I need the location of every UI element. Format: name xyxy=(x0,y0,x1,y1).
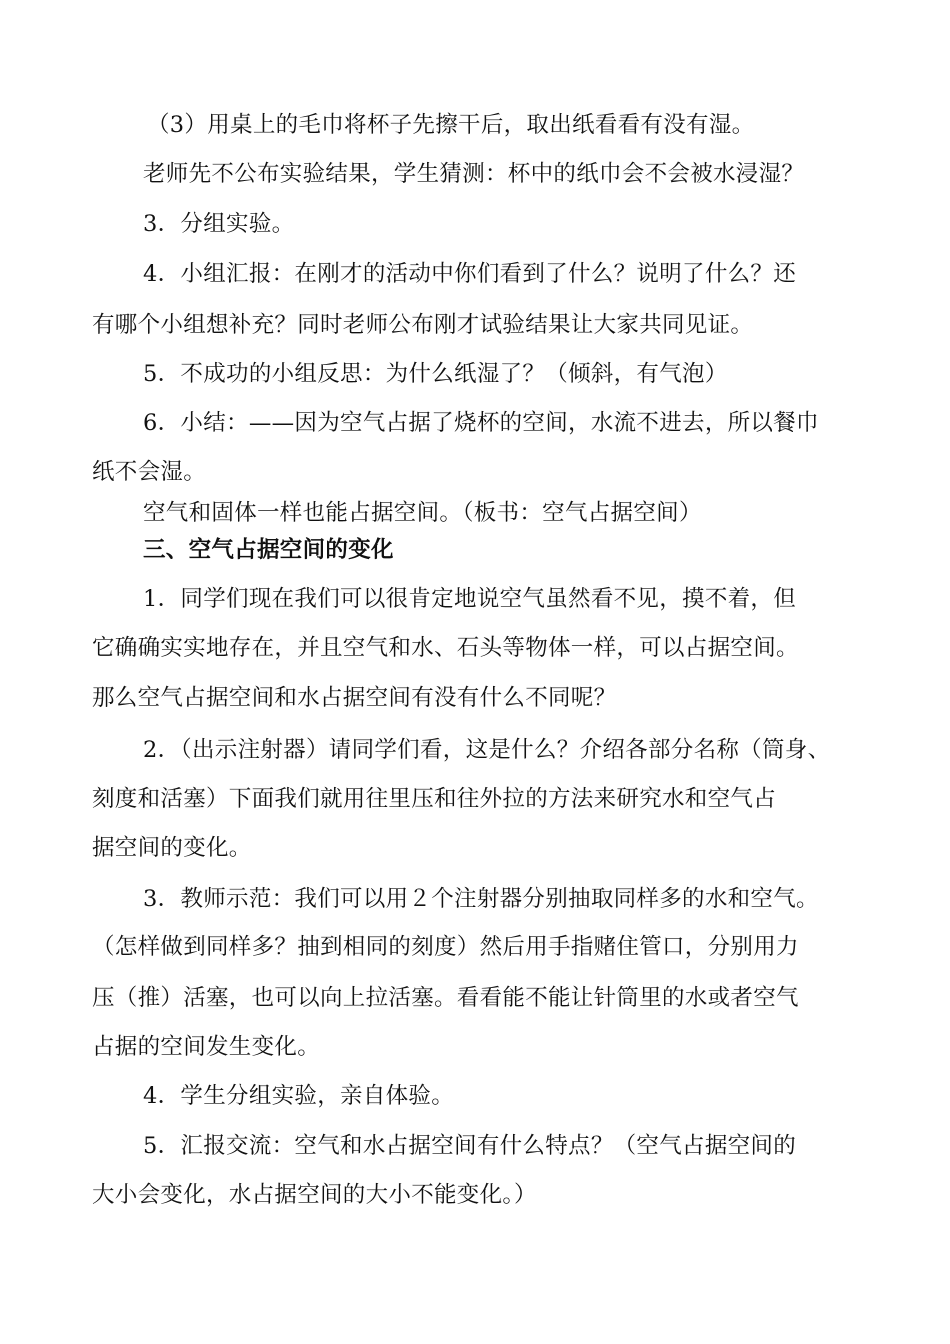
group-report-line: 4．小组汇报：在刚才的活动中你们看到了什么？说明了什么？还 xyxy=(143,261,797,287)
point-5-line-cont: 大小会变化，水占据空间的大小不能变化。） xyxy=(92,1182,537,1208)
point-1-line: 1．同学们现在我们可以很肯定地说空气虽然看不见，摸不着，但 xyxy=(143,586,797,612)
point-2-line: 2．（出示注射器）请同学们看，这是什么？介绍各部分名称（筒身、 xyxy=(143,737,831,763)
teacher-note-line: 老师先不公布实验结果，学生猜测：杯中的纸巾会不会被水浸湿？ xyxy=(143,161,805,187)
summary-line: 6．小结：——因为空气占据了烧杯的空间，水流不进去，所以餐巾 xyxy=(143,410,819,436)
section-heading: 三、空气占据空间的变化 xyxy=(143,537,394,563)
step-3-line: （3）用桌上的毛巾将杯子先擦干后，取出纸看看有没有湿。 xyxy=(147,112,755,138)
point-3-line-cont3: 占据的空间发生变化。 xyxy=(92,1034,321,1060)
point-2-line-cont2: 据空间的变化。 xyxy=(92,835,252,861)
reflection-line: 5．不成功的小组反思：为什么纸湿了？（倾斜，有气泡） xyxy=(143,361,728,387)
point-1-line-cont: 它确确实实地存在，并且空气和水、石头等物体一样，可以占据空间。 xyxy=(92,635,799,661)
point-3-line-cont: （怎样做到同样多？抽到相同的刻度）然后用手指赌住管口，分别用力 xyxy=(92,934,799,960)
point-5-line: 5．汇报交流：空气和水占据空间有什么特点？（空气占据空间的 xyxy=(143,1133,797,1159)
summary-line-cont: 纸不会湿。 xyxy=(92,459,207,485)
group-experiment-line: 3．分组实验。 xyxy=(143,211,295,237)
point-4-line: 4．学生分组实验，亲自体验。 xyxy=(143,1083,455,1109)
point-3-line: 3．教师示范：我们可以用２个注射器分别抽取同样多的水和空气。 xyxy=(143,886,819,912)
conclusion-line: 空气和固体一样也能占据空间。（板书：空气占据空间） xyxy=(143,500,702,526)
point-1-line-cont2: 那么空气占据空间和水占据空间有没有什么不同呢？ xyxy=(92,685,617,711)
point-3-line-cont2: 压（推）活塞，也可以向上拉活塞。看看能不能让针筒里的水或者空气 xyxy=(92,985,799,1011)
point-2-line-cont: 刻度和活塞）下面我们就用往里压和往外拉的方法来研究水和空气占 xyxy=(92,786,777,812)
group-report-line-cont: 有哪个小组想补充？同时老师公布刚才试验结果让大家共同见证。 xyxy=(92,312,754,338)
